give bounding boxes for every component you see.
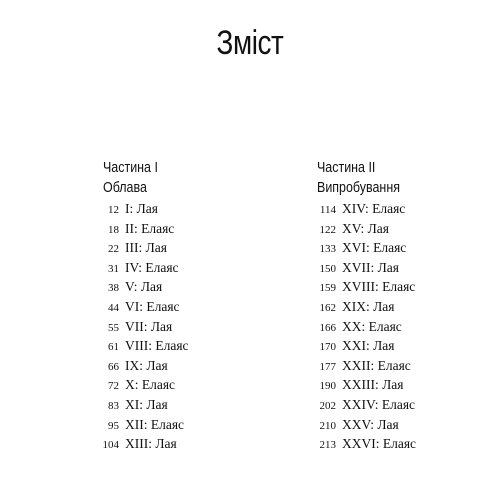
- page-number: 55: [108, 321, 119, 334]
- toc-entry: [95, 338, 189, 358]
- page-number: 213: [319, 439, 336, 452]
- part-two-section: [317, 158, 416, 456]
- page-number: 95: [108, 419, 119, 432]
- page-title: Зміст: [216, 24, 284, 62]
- part-heading: Частина I: [103, 160, 158, 176]
- toc-entry: [312, 417, 416, 437]
- chapter-title: XV: Лая: [342, 220, 389, 236]
- chapter-title: III: Лая: [125, 240, 167, 256]
- chapter-title: VII: Лая: [125, 318, 173, 334]
- page-number: 38: [108, 282, 119, 295]
- chapter-title: XXII: Елаяс: [342, 357, 411, 373]
- page-number: 18: [108, 223, 119, 236]
- page-number: 44: [108, 301, 119, 314]
- chapter-title: XXV: Лая: [342, 416, 399, 432]
- toc-entry: [95, 221, 189, 241]
- page-number: 177: [319, 360, 336, 373]
- toc-entry: [312, 260, 416, 280]
- chapter-title: XXIV: Елаяс: [342, 396, 416, 412]
- toc-entry: [312, 436, 416, 456]
- toc-entry: [312, 240, 416, 260]
- page-number: 159: [319, 282, 336, 295]
- chapter-title: XIV: Елаяс: [342, 201, 406, 216]
- page-number: 12: [108, 204, 119, 216]
- toc-entry: [95, 436, 189, 456]
- page-number: 72: [108, 380, 119, 393]
- page-number: 210: [319, 419, 336, 432]
- page-number: 66: [108, 360, 119, 373]
- toc-entry: [95, 299, 189, 319]
- chapter-title: VI: Елаяс: [125, 298, 180, 314]
- chapter-title: XIII: Лая: [125, 436, 177, 452]
- chapter-list: [312, 201, 416, 456]
- page-number: 133: [319, 243, 336, 256]
- toc-entry: [312, 201, 416, 221]
- chapter-title: XX: Елаяс: [342, 318, 402, 334]
- page-number: 202: [319, 399, 336, 412]
- toc-entry: [95, 377, 189, 397]
- page-number: 83: [108, 399, 119, 412]
- toc-entry: [312, 319, 416, 339]
- chapter-title: XXIII: Лая: [342, 377, 404, 393]
- chapter-title: XVIII: Елаяс: [342, 279, 416, 295]
- page-number: 31: [108, 262, 119, 275]
- page-number: 170: [319, 341, 336, 354]
- page-number: 150: [319, 262, 336, 275]
- chapter-title: IV: Елаяс: [125, 259, 179, 275]
- toc-entry: [312, 397, 416, 417]
- chapter-title: XVI: Елаяс: [342, 240, 407, 256]
- chapter-title: XI: Лая: [125, 396, 168, 412]
- part-subtitle: Випробування: [317, 180, 400, 196]
- chapter-title: I: Лая: [125, 201, 158, 216]
- chapter-title: V: Лая: [125, 279, 163, 295]
- toc-entry: [95, 358, 189, 378]
- chapter-title: XXI: Лая: [342, 338, 395, 354]
- toc-entry: [95, 397, 189, 417]
- page-number: 114: [319, 204, 336, 216]
- toc-entry: [95, 201, 189, 221]
- chapter-title: X: Елаяс: [125, 377, 176, 393]
- page-number: 166: [319, 321, 336, 334]
- toc-entry: [95, 240, 189, 260]
- page-number: 190: [319, 380, 336, 393]
- page-number: 122: [319, 223, 336, 236]
- page-number: 61: [108, 341, 119, 354]
- part-subtitle: Облава: [103, 180, 147, 196]
- part-heading: Частина II: [317, 160, 376, 176]
- chapter-title: II: Елаяс: [125, 220, 175, 236]
- chapter-title: XII: Елаяс: [125, 416, 185, 432]
- toc-entry: [312, 377, 416, 397]
- toc-entry: [95, 417, 189, 437]
- toc-entry: [95, 279, 189, 299]
- toc-entry: [312, 279, 416, 299]
- part-one-section: [103, 158, 189, 456]
- chapter-list: [95, 201, 189, 456]
- toc-entry: [312, 338, 416, 358]
- page-number: 104: [102, 439, 119, 452]
- page-number: 22: [108, 243, 119, 256]
- chapter-title: IX: Лая: [125, 357, 168, 373]
- toc-entry: [95, 260, 189, 280]
- chapter-title: VIII: Елаяс: [125, 338, 189, 354]
- toc-entry: [312, 358, 416, 378]
- chapter-title: XVII: Лая: [342, 259, 399, 275]
- toc-entry: [312, 299, 416, 319]
- page-number: 162: [319, 301, 336, 314]
- chapter-title: XXVI: Елаяс: [342, 436, 417, 452]
- toc-entry: [312, 221, 416, 241]
- toc-entry: [95, 319, 189, 339]
- chapter-title: XIX: Лая: [342, 298, 395, 314]
